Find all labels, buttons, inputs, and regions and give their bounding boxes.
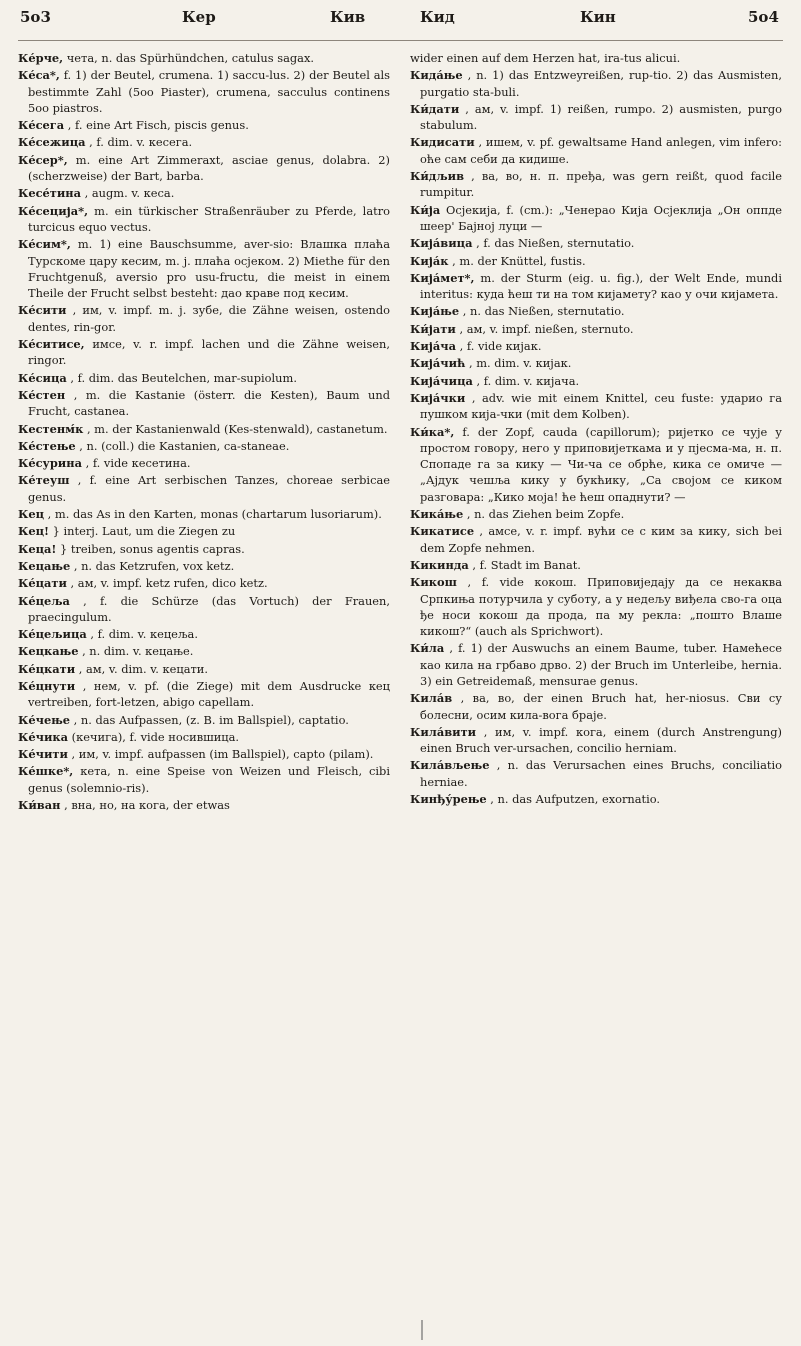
headword: Кец xyxy=(18,507,45,522)
headword: Кеца! xyxy=(18,541,57,556)
definition: , нем, v. pf. (die Ziege) mit dem Ausdrucke кец vertreiben, fort-letzen, abigo capellam. xyxy=(28,678,390,710)
dictionary-entry xyxy=(410,168,782,201)
dictionary-entry xyxy=(18,506,390,522)
headword: Кила́в xyxy=(410,691,453,706)
headword: Ки́ка*, xyxy=(410,424,455,439)
dictionary-entry xyxy=(18,472,390,505)
dictionary-entry xyxy=(18,746,390,762)
definition: m. 1) eine Bauschsumme, aver-sio: Влашка плаћа Турскоме цару кесим, m. j. плаћа осјеком. 2) Miethe für den Fruchtgenuß, aversio pro usu-fructu, die meist in einem Theile der Frucht selbst besteht: дао краве под кесим. xyxy=(28,237,390,301)
dictionary-entry xyxy=(18,575,390,591)
definition: , adv. wie mit einem Knittel, ceu fuste: ударио га пушком кија-чки (mit dem Kolben). xyxy=(420,390,783,422)
definition: , augm. v. кеса. xyxy=(84,186,175,201)
page-header xyxy=(0,8,801,36)
definition: кета, n. eine Speise von Weizen und Fleisch, cibi genus (solemnio-ris). xyxy=(28,764,390,795)
definition: , n. das Ziehen beim Zopfe. xyxy=(466,507,625,522)
headword: Ке́сер*, xyxy=(18,152,68,167)
definition: , m. der Knüttel, fustis. xyxy=(452,253,586,268)
dictionary-entry xyxy=(410,757,782,790)
definition: f. der Zopf, cauda (capillorum); ријетко се чује у простом говору, него у приповијеткама и у пјесма-ма, н. п. Спопаде га за кику — Чи-ча се обрће, кика се омиче — „Ајдук чешља кику у букћику, „Са својом се киком разговара: „Кико моја! ће ћеш опаднути? — xyxy=(420,424,782,504)
definition: , f. eine Art serbischen Tanzes, choreae serbicae genus. xyxy=(28,473,390,504)
definition: , f. dim. v. кијача. xyxy=(476,373,580,388)
dictionary-entry xyxy=(18,541,390,557)
dictionary-entry xyxy=(410,67,782,100)
headword: Кидисати xyxy=(410,135,475,150)
dictionary-entry xyxy=(410,373,782,389)
dictionary-entry xyxy=(18,626,390,642)
header-rule xyxy=(18,40,783,41)
definition: wider einen auf dem Herzen hat, ira-tus alicui. xyxy=(410,51,681,65)
dictionary-entry xyxy=(410,253,782,269)
headword: Ке́сица xyxy=(18,370,67,385)
dictionary-entry xyxy=(18,797,390,813)
headword: Кида́ње xyxy=(410,68,463,83)
dictionary-entry xyxy=(18,236,390,301)
dictionary-entry xyxy=(410,690,782,723)
definition: имсе, v. r. impf. lachen und die Zähne weisen, ringor. xyxy=(28,337,390,368)
headword: Ки́ван xyxy=(18,798,61,813)
definition: , им, v. impf. кога, einem (durch Anstrengung) einen Bruch ver-ursachen, concilio herniam. xyxy=(420,724,783,756)
dictionary-entry xyxy=(18,643,390,659)
dictionary-entry xyxy=(410,557,782,573)
definition: , n. dim. v. кецање. xyxy=(82,644,194,659)
dictionary-entry xyxy=(18,67,390,116)
dictionary-entry xyxy=(410,321,782,337)
headword: Ки́ла xyxy=(410,641,445,656)
definition: , ва, во, der einen Bruch hat, her-niosus. Сви су болесни, осим кила-вога браје. xyxy=(420,691,782,722)
dictionary-entry xyxy=(18,678,390,711)
headword: Кија́к xyxy=(410,253,449,268)
definition: , ва, во, н. п. пређа, was gern reißt, quod facile rumpitur. xyxy=(420,169,783,200)
dictionary-entry xyxy=(18,558,390,574)
dictionary-entry xyxy=(410,424,782,505)
definition: , ам, v. dim. v. кецати. xyxy=(78,661,209,676)
dictionary-entry xyxy=(18,152,390,185)
definition: , им, v. impf. m. j. зубе, die Zähne weisen, ostendo dentes, rin-gor. xyxy=(28,303,390,334)
headword: Ке́рче, xyxy=(18,51,64,65)
definition: , f. eine Art Fisch, piscis genus. xyxy=(67,118,249,133)
headword: Кикош xyxy=(410,575,457,590)
definition: } interj. Laut, um die Ziegen zu xyxy=(52,524,236,539)
dictionary-entry xyxy=(410,640,782,689)
dictionary-entry xyxy=(410,355,782,371)
headword: Ке́цнути xyxy=(18,678,76,693)
definition: f. 1) der Beutel, crumena. 1) saccu-lus. 2) der Beutel als bestimmte Zahl (5oo Piaster), crumena, sacculus continens 5oo piastros. xyxy=(28,68,390,115)
dictionary-entry xyxy=(410,134,782,167)
dictionary-entry xyxy=(410,791,782,807)
headword: Ке́сеција*, xyxy=(18,203,89,218)
dictionary-entry xyxy=(18,712,390,728)
dictionary-entry xyxy=(18,763,390,796)
headword: Ке́цати xyxy=(18,576,67,591)
headword: Кила́вити xyxy=(410,724,477,739)
headword: Ке́сежица xyxy=(18,135,86,150)
headword: Кикинда xyxy=(410,557,469,572)
definition: , n. das Aufputzen, exornatio. xyxy=(490,792,661,807)
dictionary-entry xyxy=(410,506,782,522)
headword: Кија́чица xyxy=(410,373,473,388)
headword: Кија́чки xyxy=(410,390,466,405)
headword: Ке́цељица xyxy=(18,627,87,642)
dictionary-entry xyxy=(410,270,782,303)
headword: Ке́цеља xyxy=(18,593,70,608)
headword: Ке́цкати xyxy=(18,661,76,676)
definition: m. der Sturm (eig. u. fig.), der Welt Ende, mundi interitus: куда ћеш ти на том кијамету? као у очи кијамета. xyxy=(420,270,782,302)
definition: , n. das Ketzrufen, vox ketz. xyxy=(73,558,235,573)
definition: , m. der Kastanienwald (Kes-stenwald), castanetum. xyxy=(86,421,388,436)
headword: Ке́чика xyxy=(18,729,69,744)
headword: Кецкање xyxy=(18,644,79,659)
headword: Кија́мет*, xyxy=(410,270,475,285)
page-edge-mark xyxy=(402,1318,442,1342)
dictionary-entry xyxy=(18,438,390,454)
headword: Кестенм́к xyxy=(18,421,84,436)
dictionary-entry xyxy=(18,134,390,150)
dictionary-entry xyxy=(18,117,390,133)
dictionary-entry xyxy=(410,101,782,134)
left-column xyxy=(18,50,390,814)
running-head-right-2: Кин xyxy=(580,8,616,26)
headword: Кија́ње xyxy=(410,304,460,319)
headword: Кија́вица xyxy=(410,236,473,251)
running-head-right-1: Кид xyxy=(420,8,455,26)
headword: Ке́сити xyxy=(18,303,67,318)
definition: , n. das Verursachen eines Bruchs, conciliatio herniae. xyxy=(420,758,782,789)
dictionary-entry xyxy=(410,724,782,757)
dictionary-entry xyxy=(18,336,390,369)
definition: , f. 1) der Auswuchs an einem Baume, tuber. Намећесе као кила на грбаво дрво. 2) der Bruch im Unterleibe, hernia. 3) ein Getreidemaß, mensurae genus. xyxy=(420,641,782,688)
dictionary-entry xyxy=(18,302,390,335)
headword: Ке́сим*, xyxy=(18,237,71,252)
headword: Ке́ситисе, xyxy=(18,337,85,352)
dictionary-entry xyxy=(18,661,390,677)
definition: , f. das Nießen, sternutatio. xyxy=(476,236,635,251)
headword: Ки́јати xyxy=(410,321,456,336)
dictionary-entry xyxy=(18,185,390,201)
dictionary-entry xyxy=(18,387,390,420)
definition: , n. 1) das Entzweyreißen, rup-tio. 2) das Ausmisten, purgatio sta-buli. xyxy=(420,68,783,99)
headword: Кинђу́рење xyxy=(410,792,487,807)
definition: , m. dim. v. кијак. xyxy=(469,356,572,371)
headword: Кесе́тина xyxy=(18,186,82,201)
definition: , ам, v. impf. 1) reißen, rumpo. 2) ausmisten, purgo stabulum. xyxy=(420,101,782,133)
headword: Ки́ја xyxy=(410,202,441,217)
headword: Ке́чење xyxy=(18,712,70,727)
definition: , им, v. impf. aufpassen (im Ballspiel), capto (pilam). xyxy=(71,747,374,762)
dictionary-entry xyxy=(410,574,782,639)
dictionary-entry xyxy=(410,338,782,354)
headword: Ке́са*, xyxy=(18,68,60,83)
definition: (кечига), f. vide носившица. xyxy=(71,729,240,744)
headword: Кецање xyxy=(18,558,71,573)
dictionary-entry xyxy=(18,523,390,539)
definition: , ам, v. impf. nießen, sternuto. xyxy=(459,321,634,336)
dictionary-entry xyxy=(410,390,782,423)
headword: Ки́дати xyxy=(410,101,460,116)
headword: Ке́стење xyxy=(18,438,76,453)
definition: , f. dim. das Beutelchen, mar-supiolum. xyxy=(70,370,297,385)
definition: , f. vide кесетина. xyxy=(85,456,191,471)
headword: Ке́теуш xyxy=(18,473,70,488)
definition: m. ein türkischer Straßenräuber zu Pferde, latro turcicus equo vectus. xyxy=(28,203,390,234)
headword: Ке́сега xyxy=(18,118,65,133)
definition: Осјекија, f. (cm.): „Ченерао Кија Осјеклија „Он оппде шеер' Бајној луци — xyxy=(420,202,782,233)
definition: чета, n. das Spürhündchen, catulus sagax. xyxy=(66,51,314,65)
dictionary-entry xyxy=(410,235,782,251)
definition: , m. das As in den Karten, monas (chartarum lusoriarum). xyxy=(47,507,382,522)
headword: Кија́ча xyxy=(410,339,457,354)
definition: , n. das Nießen, sternutatio. xyxy=(462,304,625,319)
definition: , f. vide кијак. xyxy=(459,339,542,354)
definition: m. eine Art Zimmeraxt, asciae genus, dolabra. 2) (scherzweise) der Bart, barba. xyxy=(28,152,390,184)
dictionary-entry xyxy=(410,523,782,556)
dictionary-entry xyxy=(410,303,782,319)
headword: Ке́сурина xyxy=(18,456,82,471)
definition: , амсе, v. r. impf. вући се с ким за кику, sich bei dem Zopfe nehmen. xyxy=(420,524,782,555)
headword: Кикатисе xyxy=(410,524,475,539)
dictionary-entry xyxy=(410,50,782,66)
headword: Ке́шке*, xyxy=(18,764,74,779)
definition: , ам, v. impf. ketz rufen, dico ketz. xyxy=(70,576,268,591)
running-head-left-1: Кер xyxy=(182,8,216,26)
headword: Кика́ње xyxy=(410,507,464,522)
definition: , вна, но, на кога, der etwas xyxy=(64,798,230,813)
headword: Ки́дљив xyxy=(410,169,465,184)
dictionary-entry xyxy=(410,202,782,235)
definition: , f. dim. v. кесега. xyxy=(89,135,193,150)
headword: Ке́стен xyxy=(18,387,66,402)
definition: , ишем, v. pf. gewaltsame Hand anlegen, vim infero: оће сам себи да кидише. xyxy=(420,135,782,166)
definition: , n. (coll.) die Kastanien, ca-staneae. xyxy=(79,438,290,453)
headword: Ке́чити xyxy=(18,747,68,762)
dictionary-entry xyxy=(18,593,390,626)
headword: Кила́вљење xyxy=(410,758,490,773)
definition: , f. dim. v. кецеља. xyxy=(90,627,198,642)
dictionary-entry xyxy=(18,421,390,437)
page-number-right: 5o4 xyxy=(748,8,779,26)
definition: , f. Stadt im Banat. xyxy=(472,557,581,572)
headword: Кец! xyxy=(18,524,50,539)
definition: , m. die Kastanie (österr. die Kesten), Baum und Frucht, castanea. xyxy=(28,387,391,419)
headword: Кија́чић xyxy=(410,356,466,371)
dictionary-entry xyxy=(18,455,390,471)
definition: , f. vide кокош. Приповиједају да се некаква Српкиња потурчила у суботу, а у недељу виђела сво-га оца ђе носи кокош да прода, па му рекла: „пошто Влаше кикош?“ (auch als Sprichwort). xyxy=(420,575,782,639)
dictionary-entry xyxy=(18,729,390,745)
right-column xyxy=(410,50,782,808)
running-head-left-2: Кив xyxy=(330,8,366,26)
definition: } treiben, sonus agentis capras. xyxy=(60,541,245,556)
dictionary-entry xyxy=(18,50,390,66)
page-number-left: 5o3 xyxy=(20,8,51,26)
dictionary-entry xyxy=(18,370,390,386)
definition: , f. die Schürze (das Vortuch) der Frauen, praecingulum. xyxy=(28,593,390,624)
dictionary-entry xyxy=(18,203,390,236)
definition: , n. das Aufpassen, (z. B. im Ballspiel), captatio. xyxy=(73,712,349,727)
